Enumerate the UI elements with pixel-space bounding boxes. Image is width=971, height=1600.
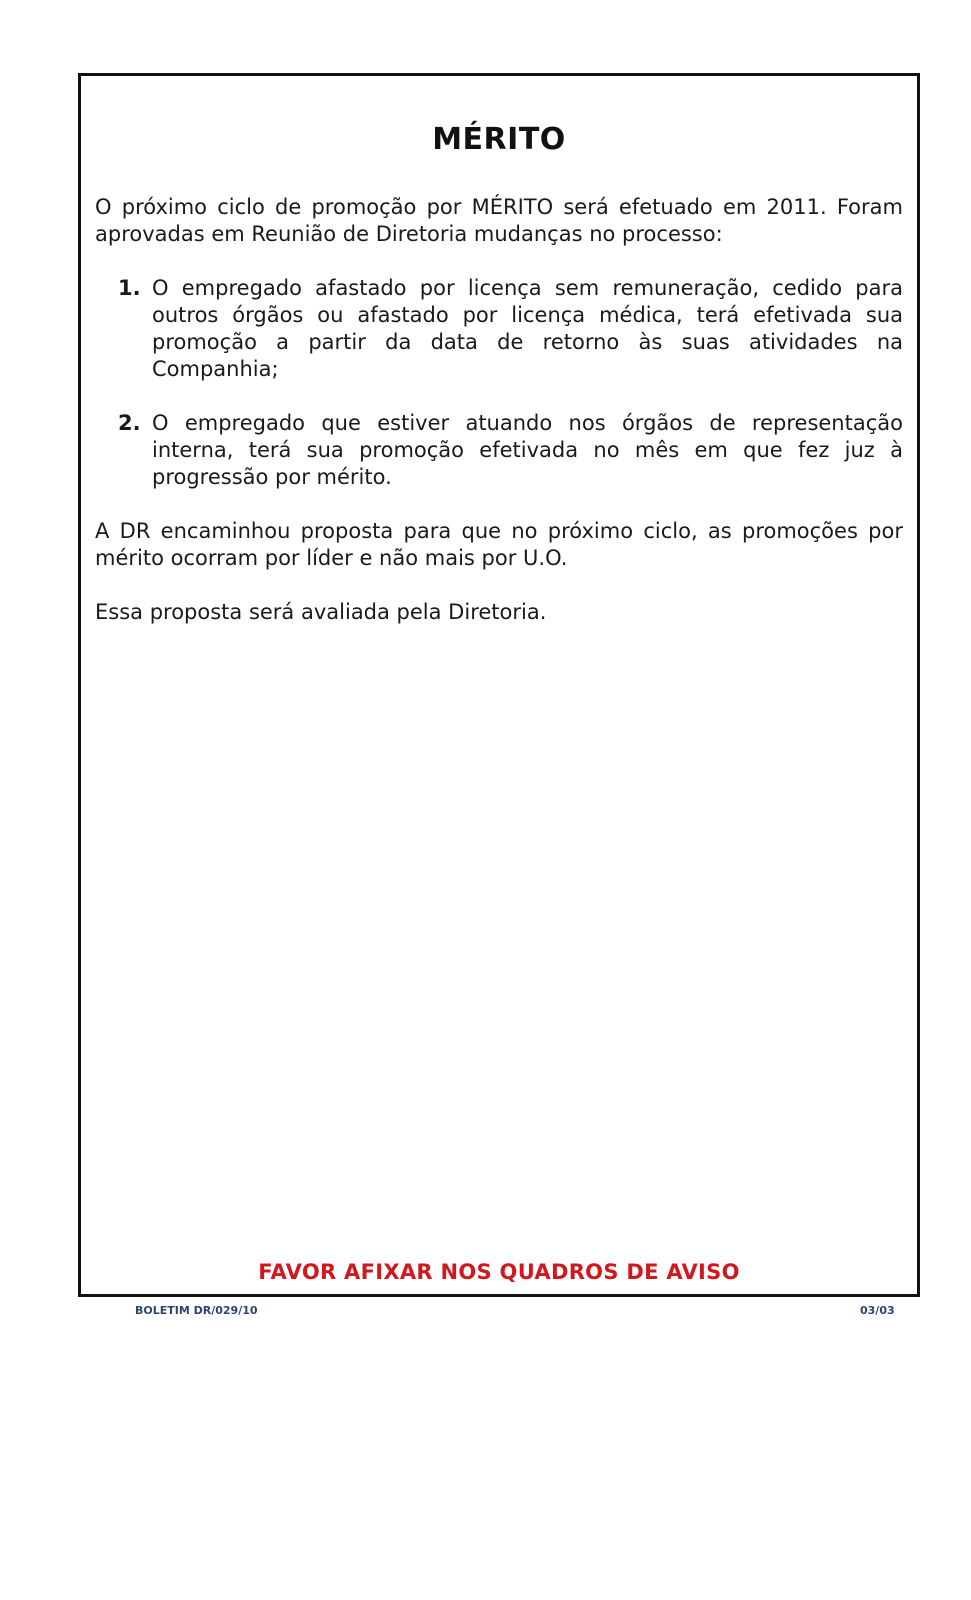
document-frame — [78, 73, 920, 1297]
document-body — [95, 194, 903, 626]
list-item-number: 1. — [118, 276, 141, 300]
page-title: MÉRITO — [432, 122, 566, 157]
intro-paragraph: O próximo ciclo de promoção por MÉRITO será efetuado em 2011. Foram aprovadas em Reunião de Diretoria mudanças no processo: — [95, 195, 903, 246]
list-item-text: O empregado afastado por licença sem remuneração, cedido para outros órgãos ou afastado por licença médica, terá efetivada sua promoção a partir da data de retorno às suas atividades na Companhia; — [152, 276, 903, 381]
evaluation-paragraph: Essa proposta será avaliada pela Diretoria. — [95, 600, 547, 624]
proposal-paragraph: A DR encaminhou proposta para que no próximo ciclo, as promoções por mérito ocorram por líder e não mais por U.O. — [95, 519, 903, 570]
list-item — [95, 410, 903, 491]
changes-list — [95, 275, 903, 491]
bulletin-number: BOLETIM DR/029/10 — [135, 1304, 258, 1317]
list-item-number: 2. — [118, 411, 141, 435]
list-item-text: O empregado que estiver atuando nos órgãos de representação interna, terá sua promoção efetivada no mês em que fez juz à progressão por mérito. — [152, 411, 903, 489]
page-number: 03/03 — [860, 1304, 895, 1317]
notice-banner: FAVOR AFIXAR NOS QUADROS DE AVISO — [258, 1260, 740, 1284]
list-item — [95, 275, 903, 383]
